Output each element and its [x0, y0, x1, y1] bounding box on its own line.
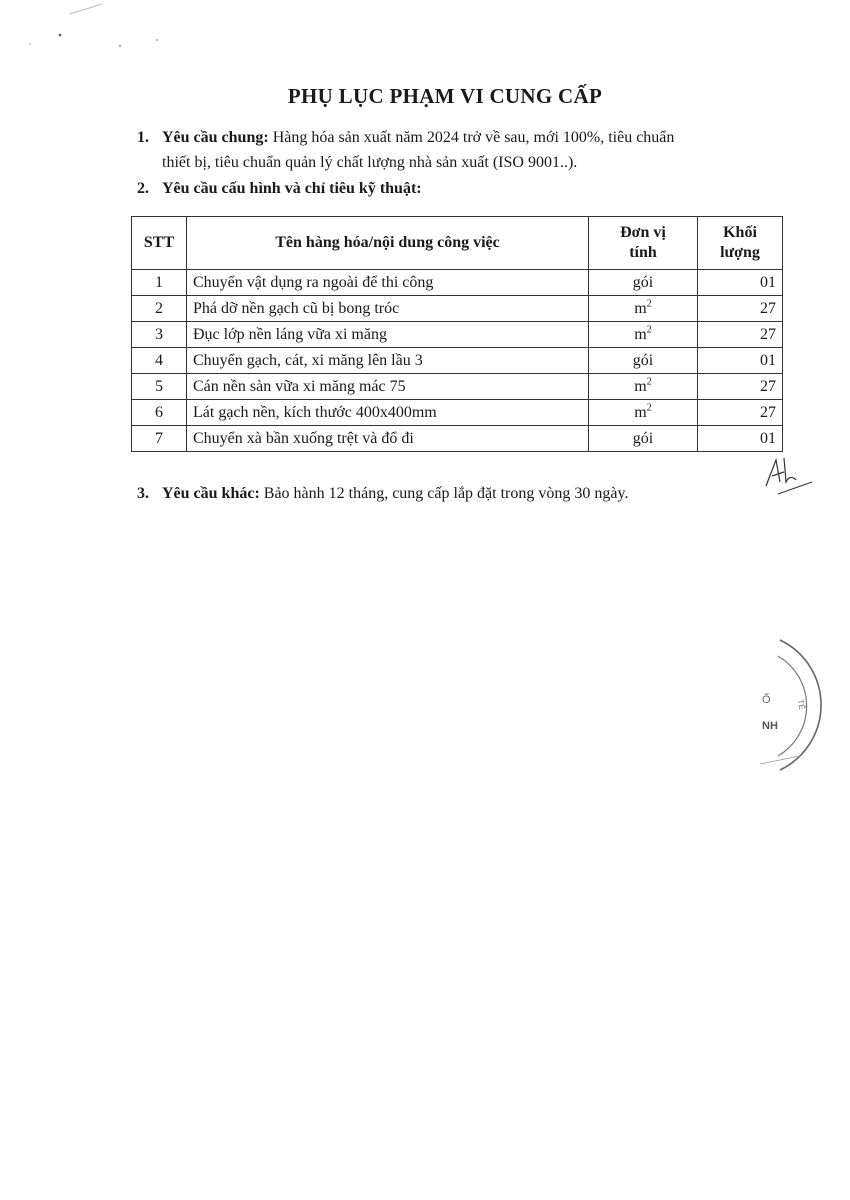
unit-exponent: 2 — [646, 402, 652, 414]
cell-qty: 27 — [698, 400, 783, 426]
cell-unit: gói — [589, 348, 698, 374]
unit-exponent: 2 — [646, 324, 652, 336]
header-qty — [698, 217, 783, 270]
table-row — [132, 348, 783, 374]
cell-name: Phá dỡ nền gạch cũ bị bong tróc — [187, 296, 589, 322]
header-unit-line2: tính — [629, 244, 657, 261]
cell-unit — [589, 400, 698, 426]
requirement-general — [137, 125, 797, 175]
requirement-text: Hàng hóa sản xuất năm 2024 trở về sau, mới 100%, tiêu chuẩn — [272, 129, 675, 146]
requirement-label: Yêu cầu khác: — [162, 485, 260, 502]
cell-qty: 01 — [698, 426, 783, 452]
cell-qty: 27 — [698, 322, 783, 348]
cell-name: Đục lớp nền láng vữa xi măng — [187, 322, 589, 348]
spec-table — [131, 216, 783, 452]
cell-stt: 2 — [132, 296, 187, 322]
signature-initials — [756, 452, 816, 497]
cell-qty: 27 — [698, 374, 783, 400]
cell-stt: 4 — [132, 348, 187, 374]
requirement-number: 2. — [137, 180, 149, 197]
unit-base: m — [634, 403, 647, 421]
requirement-other — [137, 481, 628, 506]
stamp-fragment — [740, 628, 850, 778]
cell-stt: 3 — [132, 322, 187, 348]
unit-base: m — [634, 299, 647, 317]
cell-name: Lát gạch nền, kích thước 400x400mm — [187, 400, 589, 426]
cell-unit — [589, 322, 698, 348]
requirement-number: 3. — [137, 485, 149, 502]
unit-exponent: 2 — [646, 376, 652, 388]
cell-stt: 7 — [132, 426, 187, 452]
stamp-text-fragment: TẾ — [795, 698, 807, 711]
table-row — [132, 400, 783, 426]
header-unit — [589, 217, 698, 270]
table-row — [132, 374, 783, 400]
cell-stt: 5 — [132, 374, 187, 400]
cell-stt: 1 — [132, 270, 187, 296]
cell-name: Chuyển gạch, cát, xi măng lên lầu 3 — [187, 348, 589, 374]
cell-unit — [589, 296, 698, 322]
stamp-text-fragment: NH — [762, 720, 778, 732]
table-row — [132, 322, 783, 348]
requirement-label: Yêu cầu cấu hình và chỉ tiêu kỹ thuật: — [162, 180, 422, 197]
table-row — [132, 426, 783, 452]
unit-exponent: 2 — [646, 298, 652, 310]
header-unit-line1: Đơn vị — [620, 224, 666, 241]
cell-name: Chuyển vật dụng ra ngoài để thi công — [187, 270, 589, 296]
unit-base: m — [634, 325, 647, 343]
requirement-text: Bảo hành 12 tháng, cung cấp lắp đặt trong vòng 30 ngày. — [263, 485, 629, 502]
cell-name: Chuyển xà bần xuống trệt và đổ đi — [187, 426, 589, 452]
header-name: Tên hàng hóa/nội dung công việc — [187, 217, 589, 270]
page-title: PHỤ LỤC PHẠM VI CUNG CẤP — [287, 84, 603, 108]
cell-unit — [589, 374, 698, 400]
cell-qty: 01 — [698, 348, 783, 374]
header-stt: STT — [132, 217, 187, 270]
header-qty-line1: Khối — [723, 224, 757, 241]
requirement-spec — [137, 176, 422, 201]
cell-qty: 01 — [698, 270, 783, 296]
table-row — [132, 270, 783, 296]
table-row — [132, 296, 783, 322]
cell-unit: gói — [589, 270, 698, 296]
cell-unit: gói — [589, 426, 698, 452]
requirement-number: 1. — [137, 129, 149, 146]
requirement-text-line2: thiết bị, tiêu chuẩn quản lý chất lượng nhà sản xuất (ISO 9001..). — [162, 154, 578, 171]
cell-qty: 27 — [698, 296, 783, 322]
stamp-ring-icon — [740, 628, 850, 778]
table-header-row — [132, 217, 783, 270]
header-qty-line2: lượng — [720, 244, 760, 261]
cell-stt: 6 — [132, 400, 187, 426]
stamp-text-fragment: Ố — [762, 694, 771, 706]
requirement-label: Yêu cầu chung: — [162, 129, 269, 146]
scan-artifact-marks — [0, 0, 180, 60]
unit-base: m — [634, 377, 647, 395]
cell-name: Cán nền sàn vữa xi măng mác 75 — [187, 374, 589, 400]
